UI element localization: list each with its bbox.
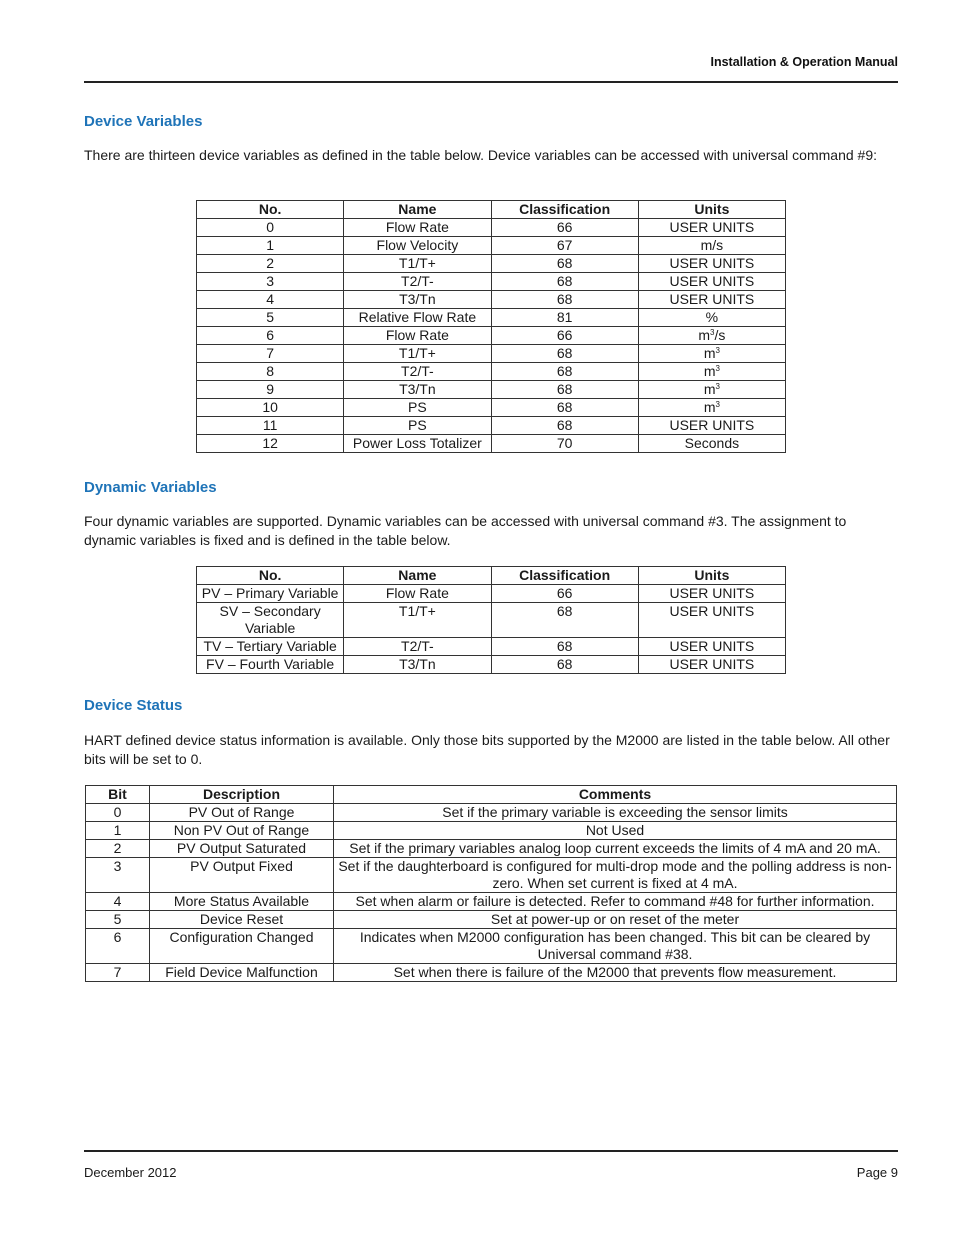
table-cell: Flow Velocity [344, 237, 491, 255]
table-cell: 68 [491, 381, 638, 399]
table-row [197, 291, 786, 309]
table-cell: More Status Available [150, 893, 334, 911]
table-cell: $m^3$ [638, 363, 785, 381]
table-cell: 10 [197, 399, 344, 417]
table-cell: Configuration Changed [150, 929, 334, 964]
table-cell: USER UNITS [638, 585, 785, 603]
table-row [197, 603, 786, 638]
table-cell: 68 [491, 255, 638, 273]
table-row [197, 363, 786, 381]
column-header: Description [150, 786, 334, 804]
table-cell: 7 [86, 964, 150, 982]
table-cell: 0 [197, 219, 344, 237]
table-cell: PV Output Saturated [150, 840, 334, 858]
table-row [86, 929, 897, 964]
table-cell: 68 [491, 363, 638, 381]
table-cell: PS [344, 417, 491, 435]
table-cell: 66 [491, 585, 638, 603]
table-cell: 11 [197, 417, 344, 435]
table-cell: 8 [197, 363, 344, 381]
table-cell: $m^3$ [638, 399, 785, 417]
table-cell: T2/T- [344, 638, 491, 656]
table-cell: $m^3$ [638, 381, 785, 399]
table-cell: 68 [491, 656, 638, 674]
table-cell: 7 [197, 345, 344, 363]
table-cell: m/s [638, 237, 785, 255]
table-cell: USER UNITS [638, 603, 785, 638]
table-cell: Indicates when M2000 configuration has been changed. This bit can be cleared by Universal command #38. [334, 929, 897, 964]
table-cell: Non PV Out of Range [150, 822, 334, 840]
table-cell: Field Device Malfunction [150, 964, 334, 982]
table-cell: 3 [197, 273, 344, 291]
header-rule [84, 81, 898, 83]
table-cell: USER UNITS [638, 219, 785, 237]
table-cell: Flow Rate [344, 585, 491, 603]
table-cell: % [638, 309, 785, 327]
table-cell: 68 [491, 345, 638, 363]
table-cell: 0 [86, 804, 150, 822]
table-cell: 1 [197, 237, 344, 255]
column-header: No. [197, 567, 344, 585]
table-row [197, 381, 786, 399]
table-cell: 68 [491, 417, 638, 435]
table-row [197, 327, 786, 345]
table-row [197, 585, 786, 603]
table-row [86, 840, 897, 858]
table-row [197, 219, 786, 237]
table-cell: USER UNITS [638, 656, 785, 674]
table-cell: Flow Rate [344, 327, 491, 345]
table-cell: 3 [86, 858, 150, 893]
device-variables-heading: Device Variables [84, 113, 203, 130]
dynamic-variables-heading: Dynamic Variables [84, 479, 217, 496]
table-cell: FV – Fourth Variable [197, 656, 344, 674]
table-cell: 2 [197, 255, 344, 273]
table-cell: 67 [491, 237, 638, 255]
table-cell: 9 [197, 381, 344, 399]
table-row [86, 964, 897, 982]
table-row [197, 255, 786, 273]
table-cell: 68 [491, 291, 638, 309]
table-row [86, 911, 897, 929]
table-cell: 66 [491, 327, 638, 345]
table-cell: Set at power-up or on reset of the meter [334, 911, 897, 929]
table-cell: Flow Rate [344, 219, 491, 237]
table-cell: Power Loss Totalizer [344, 435, 491, 453]
table-cell: 68 [491, 273, 638, 291]
table-cell: Set if the primary variable is exceeding the sensor limits [334, 804, 897, 822]
table-cell: Set if the daughterboard is configured for multi-drop mode and the polling address is non-zero. When set current is fixed at 4 mA. [334, 858, 897, 893]
table-row [86, 893, 897, 911]
manual-title: Installation & Operation Manual [710, 55, 898, 69]
column-header: Name [344, 567, 491, 585]
table-cell: T3/Tn [344, 381, 491, 399]
table-cell: $m^3/s$ [638, 327, 785, 345]
table-row [197, 345, 786, 363]
column-header: Classification [491, 567, 638, 585]
table-cell: 2 [86, 840, 150, 858]
table-cell: USER UNITS [638, 417, 785, 435]
table-row [197, 656, 786, 674]
device-status-heading: Device Status [84, 697, 183, 714]
table-cell: 68 [491, 399, 638, 417]
table-header-row [197, 201, 786, 219]
table-cell: T2/T- [344, 273, 491, 291]
table-cell: Set when alarm or failure is detected. Refer to command #48 for further information. [334, 893, 897, 911]
table-cell: Set if the primary variables analog loop current exceeds the limits of 4 mA and 20 mA. [334, 840, 897, 858]
table-cell: USER UNITS [638, 255, 785, 273]
table-row [197, 273, 786, 291]
table-cell: PS [344, 399, 491, 417]
table-cell: SV – Secondary Variable [197, 603, 344, 638]
table-row [197, 309, 786, 327]
table-cell: PV – Primary Variable [197, 585, 344, 603]
table-cell: 4 [197, 291, 344, 309]
table-cell: T3/Tn [344, 291, 491, 309]
footer-date: December 2012 [84, 1165, 177, 1180]
column-header: Comments [334, 786, 897, 804]
table-row [197, 638, 786, 656]
table-cell: T1/T+ [344, 345, 491, 363]
dynamic-variables-intro: Four dynamic variables are supported. Dynamic variables can be accessed with universal command #3. The assignment to dynamic variables is fixed and is defined in the table below. [84, 513, 847, 548]
column-header: Classification [491, 201, 638, 219]
footer-rule [84, 1150, 898, 1152]
dynamic-variables-table [196, 566, 786, 674]
table-row [197, 435, 786, 453]
table-cell: 70 [491, 435, 638, 453]
table-cell: PV Out of Range [150, 804, 334, 822]
table-cell: 81 [491, 309, 638, 327]
column-header: Bit [86, 786, 150, 804]
table-cell: USER UNITS [638, 638, 785, 656]
table-cell: 4 [86, 893, 150, 911]
table-cell: 12 [197, 435, 344, 453]
column-header: Units [638, 567, 785, 585]
table-cell: 66 [491, 219, 638, 237]
table-cell: 5 [197, 309, 344, 327]
table-cell: 6 [86, 929, 150, 964]
page-number: Page 9 [856, 1165, 898, 1180]
table-cell: USER UNITS [638, 291, 785, 309]
table-cell: $m^3$ [638, 345, 785, 363]
table-cell: Relative Flow Rate [344, 309, 491, 327]
table-cell: 6 [197, 327, 344, 345]
table-row [86, 858, 897, 893]
table-cell: T1/T+ [344, 255, 491, 273]
column-header: Units [638, 201, 785, 219]
table-cell: Seconds [638, 435, 785, 453]
table-cell: Not Used [334, 822, 897, 840]
table-row [197, 399, 786, 417]
device-status-intro: HART defined device status information is available. Only those bits supported by the M2000 are listed in the table below. All other bits will be set to 0. [84, 732, 890, 767]
table-row [86, 804, 897, 822]
table-row [197, 237, 786, 255]
table-cell: USER UNITS [638, 273, 785, 291]
table-cell: 68 [491, 638, 638, 656]
device-variables-intro: There are thirteen device variables as defined in the table below. Device variables can be accessed with universal command #9: [84, 147, 877, 163]
table-cell: PV Output Fixed [150, 858, 334, 893]
column-header: No. [197, 201, 344, 219]
table-header-row [86, 786, 897, 804]
table-header-row [197, 567, 786, 585]
table-cell: T2/T- [344, 363, 491, 381]
table-row [86, 822, 897, 840]
table-cell: 5 [86, 911, 150, 929]
table-row [197, 417, 786, 435]
column-header: Name [344, 201, 491, 219]
table-cell: TV – Tertiary Variable [197, 638, 344, 656]
table-cell: Set when there is failure of the M2000 that prevents flow measurement. [334, 964, 897, 982]
device-status-table [85, 785, 897, 982]
table-cell: Device Reset [150, 911, 334, 929]
table-cell: T3/Tn [344, 656, 491, 674]
table-cell: T1/T+ [344, 603, 491, 638]
device-variables-table [196, 200, 786, 453]
table-cell: 68 [491, 603, 638, 638]
table-cell: 1 [86, 822, 150, 840]
